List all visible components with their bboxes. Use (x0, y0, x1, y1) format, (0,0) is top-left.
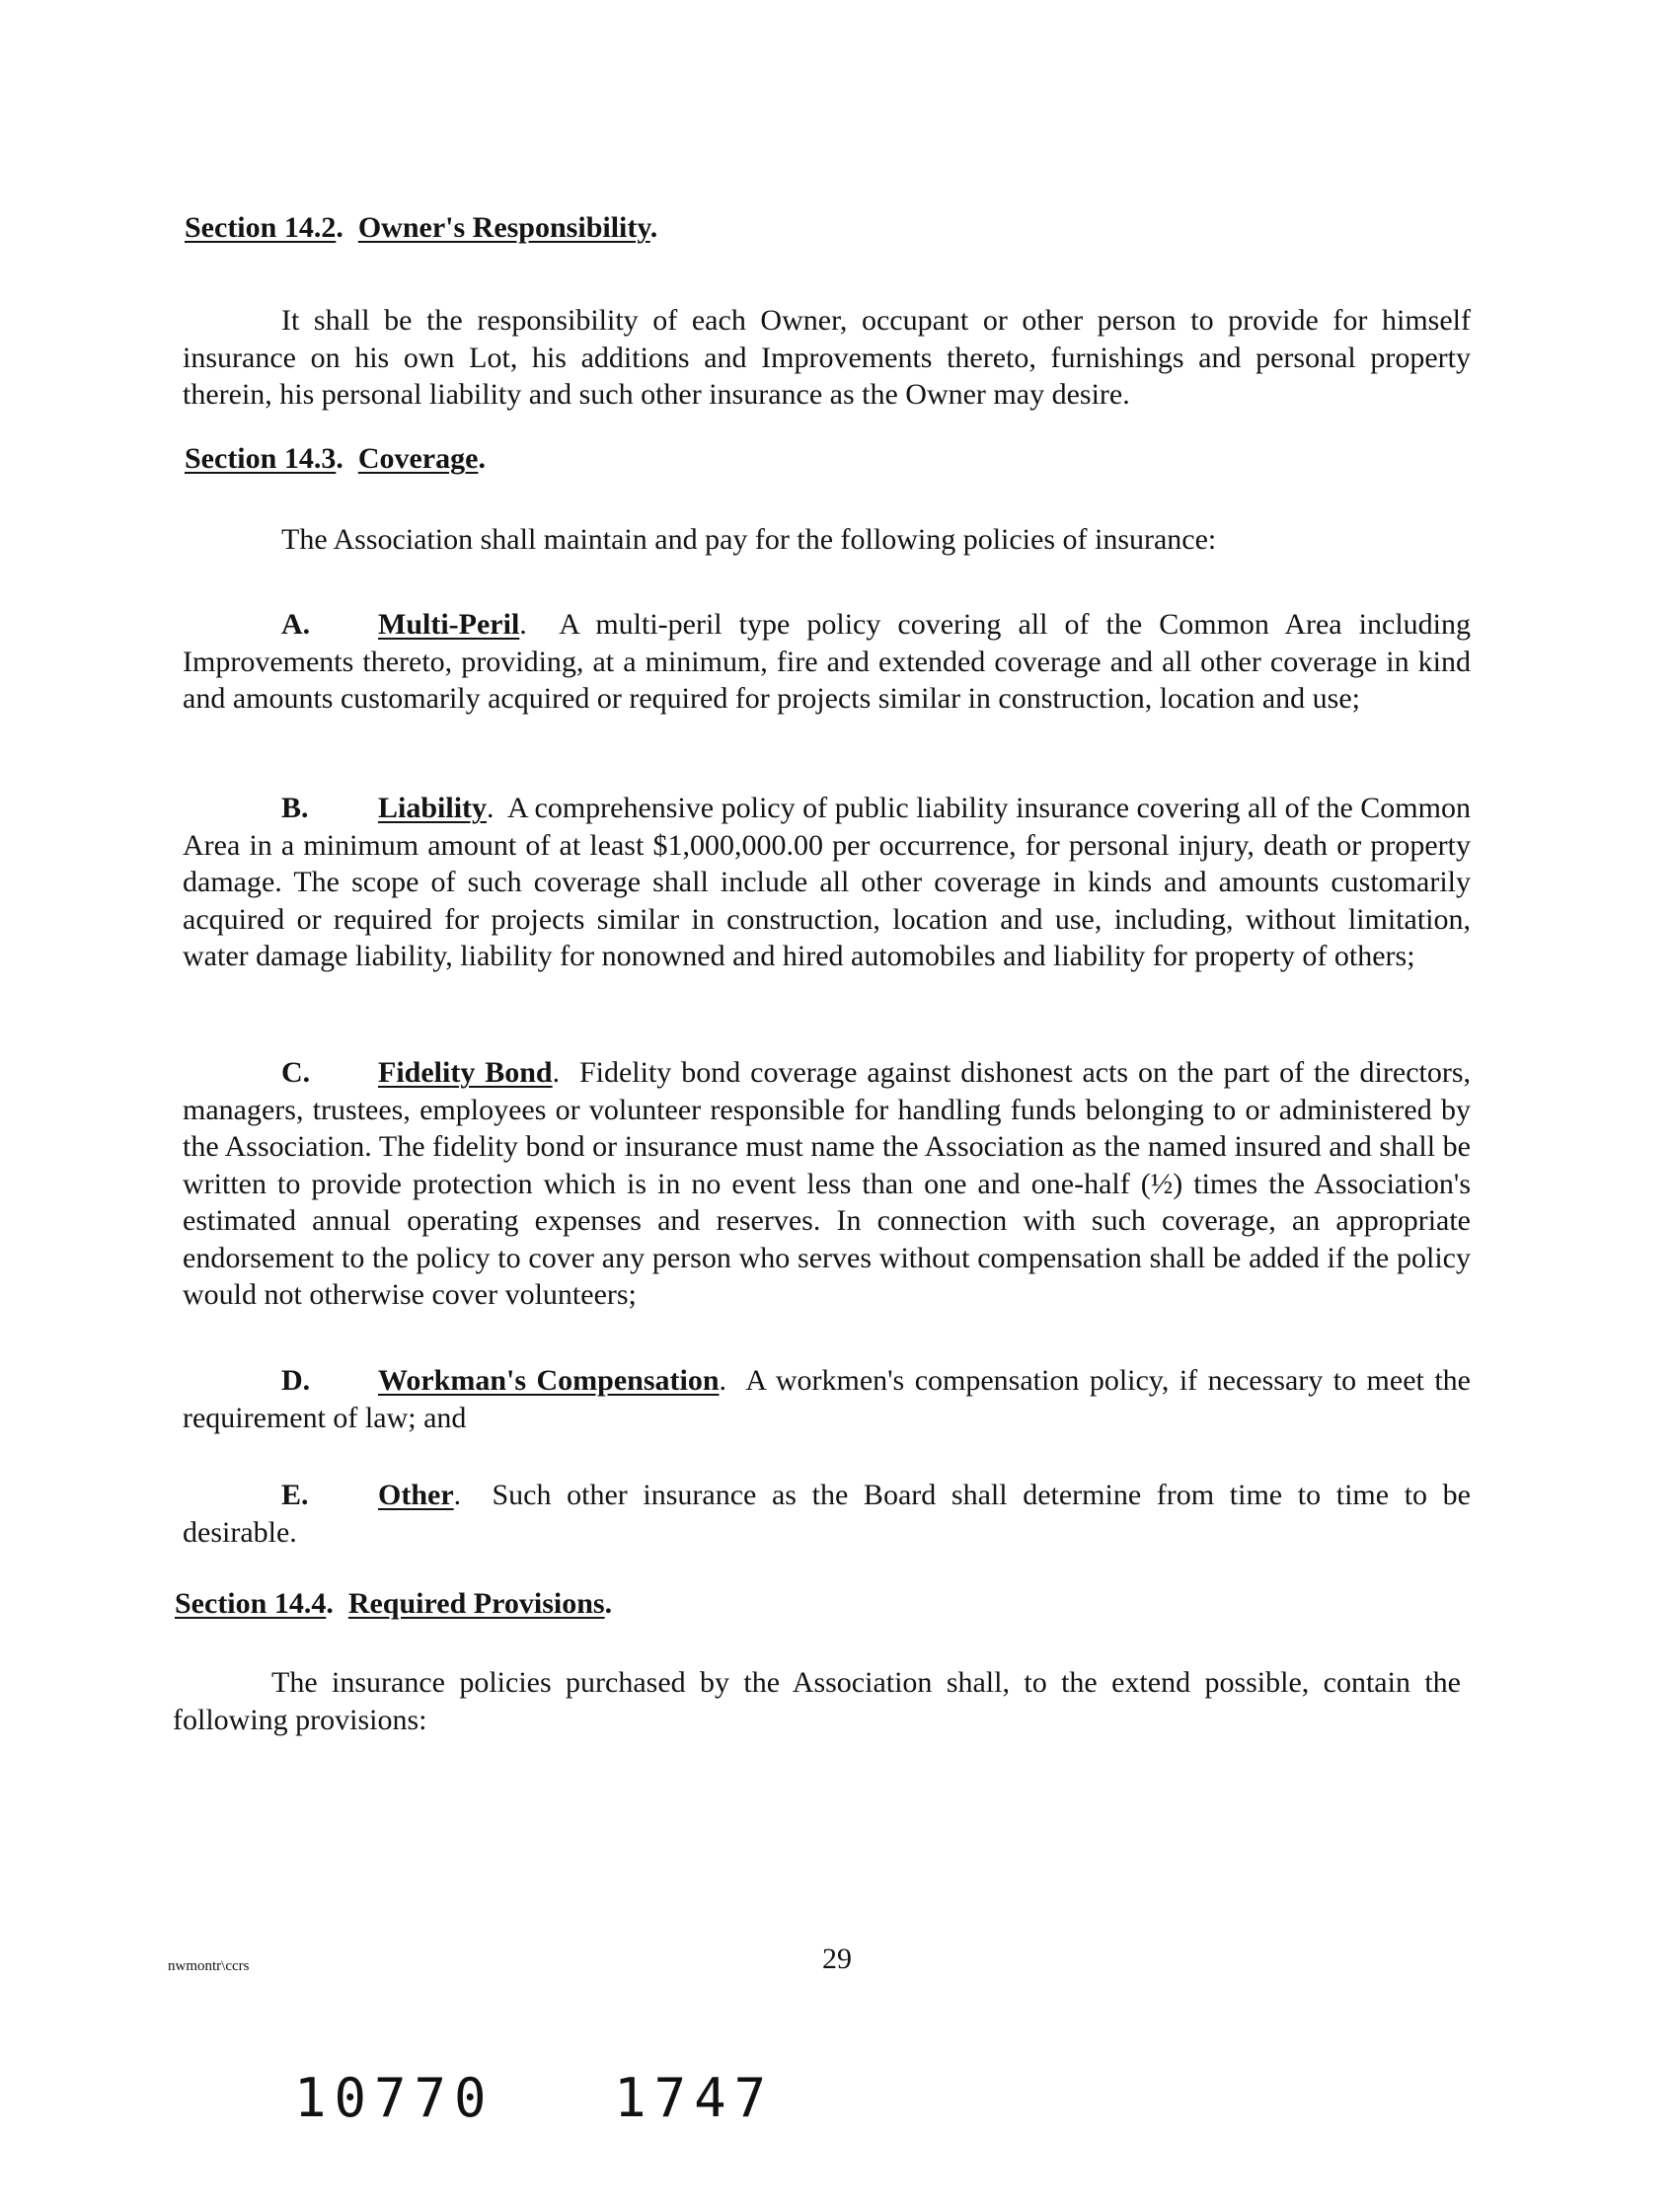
coverage-item-c: C. Fidelity Bond. Fidelity bond coverage against dishonest acts on the part of the directors, managers, trustees, employees or volunteer responsible for handling funds belonging to or administered by the Association. The fidelity bond or insurance must name the Association as the named insured and shall be written to provide protection which is in no event less than one and one-half (½) times the Association's estimated annual operating expenses and reserves. In connection with such coverage, an appropriate endorsement to the policy to cover any person who serves without compensation shall be added if the policy would not otherwise cover volunteers; (183, 1056, 1472, 1311)
file-reference: nwmontr\ccrs (168, 1958, 250, 1974)
section-title: Owner's Responsibility (357, 211, 650, 244)
stamp-book: 10770 (294, 2067, 495, 2129)
paragraph-text: The Association shall maintain and pay for the following policies of insurance: (281, 523, 1217, 556)
item-label: E. (281, 1479, 309, 1511)
paragraph-text: The insurance policies purchased by the Association shall, to the extend possible, contain the following provisions: (173, 1666, 1461, 1736)
item-label: C. (281, 1056, 311, 1089)
paragraph-text: It shall be the responsibility of each Owner, occupant or other person to provide for himself insurance on his own Lot, his additions and Improvements thereto, furnishings and personal property therein, his personal liability and such other insurance as the Owner may desire. (183, 304, 1471, 411)
item-title: Other (378, 1479, 454, 1511)
item-text: A comprehensive policy of public liability insurance covering all of the Common Area in a minimum amount of at least $1,000,000.00 per occurrence, for personal injury, death or property damage. The scope of such coverage shall include all other coverage in kinds and amounts customarily acquired or required for projects similar in construction, location and use, including, without limitation, water damage liability, liability for nonowned and hired automobiles and liability for property of others; (183, 792, 1471, 972)
section-14-4-body (173, 1664, 1461, 1738)
coverage-item-d: D. Workman's Compensation. A workmen's compensation policy, if necessary to meet the requirement of law; and (183, 1364, 1471, 1434)
section-heading-14-2: Section 14.2. Owner's Responsibility. (185, 211, 658, 244)
recording-stamp (294, 2067, 774, 2129)
item-title: Workman's Compensation (378, 1364, 720, 1397)
section-title: Coverage (357, 442, 479, 475)
item-label: A. (281, 608, 311, 641)
item-text: A workmen's compensation policy, if necessary to meet the requirement of law; and (183, 1364, 1471, 1434)
item-text: Fidelity bond coverage against dishonest acts on the part of the directors, managers, trustees, employees or volunteer responsible for handling funds belonging to or administered by the Association. The fidelity bond or insurance must name the Association as the named insured and shall be written to provide protection which is in no event less than one and one-half (½) times the Association's estimated annual operating expenses and reserves. In connection with such coverage, an appropriate endorsement to the policy to cover any person who serves without compensation shall be added if the policy would not otherwise cover volunteers; (183, 1056, 1472, 1311)
section-14-2-body (183, 302, 1471, 414)
item-text: A multi-peril type policy covering all of the Common Area including Improvements thereto, providing, at a minimum, fire and extended coverage and all other coverage in kind and amounts customarily acquired or required for projects similar in construction, location and use; (183, 608, 1471, 715)
section-number: Section 14.3 (185, 442, 337, 475)
item-text: Such other insurance as the Board shall determine from time to time to be desirable. (183, 1479, 1472, 1549)
coverage-item-e: E. Other. Such other insurance as the Board shall determine from time to time to be desirable. (183, 1479, 1472, 1549)
stamp-page: 1747 (614, 2067, 775, 2129)
section-title: Required Provisions (347, 1587, 605, 1620)
item-label: B. (281, 792, 309, 824)
item-title: Multi-Peril (378, 608, 520, 641)
section-14-3-body (183, 521, 1471, 559)
section-heading-14-3: Section 14.3. Coverage. (185, 442, 486, 475)
item-label: D. (281, 1364, 311, 1397)
coverage-item-a: A. Multi-Peril. A multi-peril type policy covering all of the Common Area including Improvements thereto, providing, at a minimum, fire and extended coverage and all other coverage in kind and amounts customarily acquired or required for projects similar in construction, location and use; (183, 608, 1471, 715)
section-number: Section 14.2 (185, 211, 337, 244)
item-title: Liability (378, 792, 488, 824)
section-heading-14-4: Section 14.4. Required Provisions. (175, 1587, 613, 1620)
page-number: 29 (822, 1943, 852, 1975)
section-number: Section 14.4 (175, 1587, 327, 1620)
coverage-item-b: B. Liability. A comprehensive policy of public liability insurance covering all of the Common Area in a minimum amount of at least $1,000,000.00 per occurrence, for personal injury, death or property damage. The scope of such coverage shall include all other coverage in kinds and amounts customarily acquired or required for projects similar in construction, location and use, including, without limitation, water damage liability, liability for nonowned and hired automobiles and liability for property of others; (183, 792, 1471, 972)
item-title: Fidelity Bond (378, 1056, 553, 1089)
